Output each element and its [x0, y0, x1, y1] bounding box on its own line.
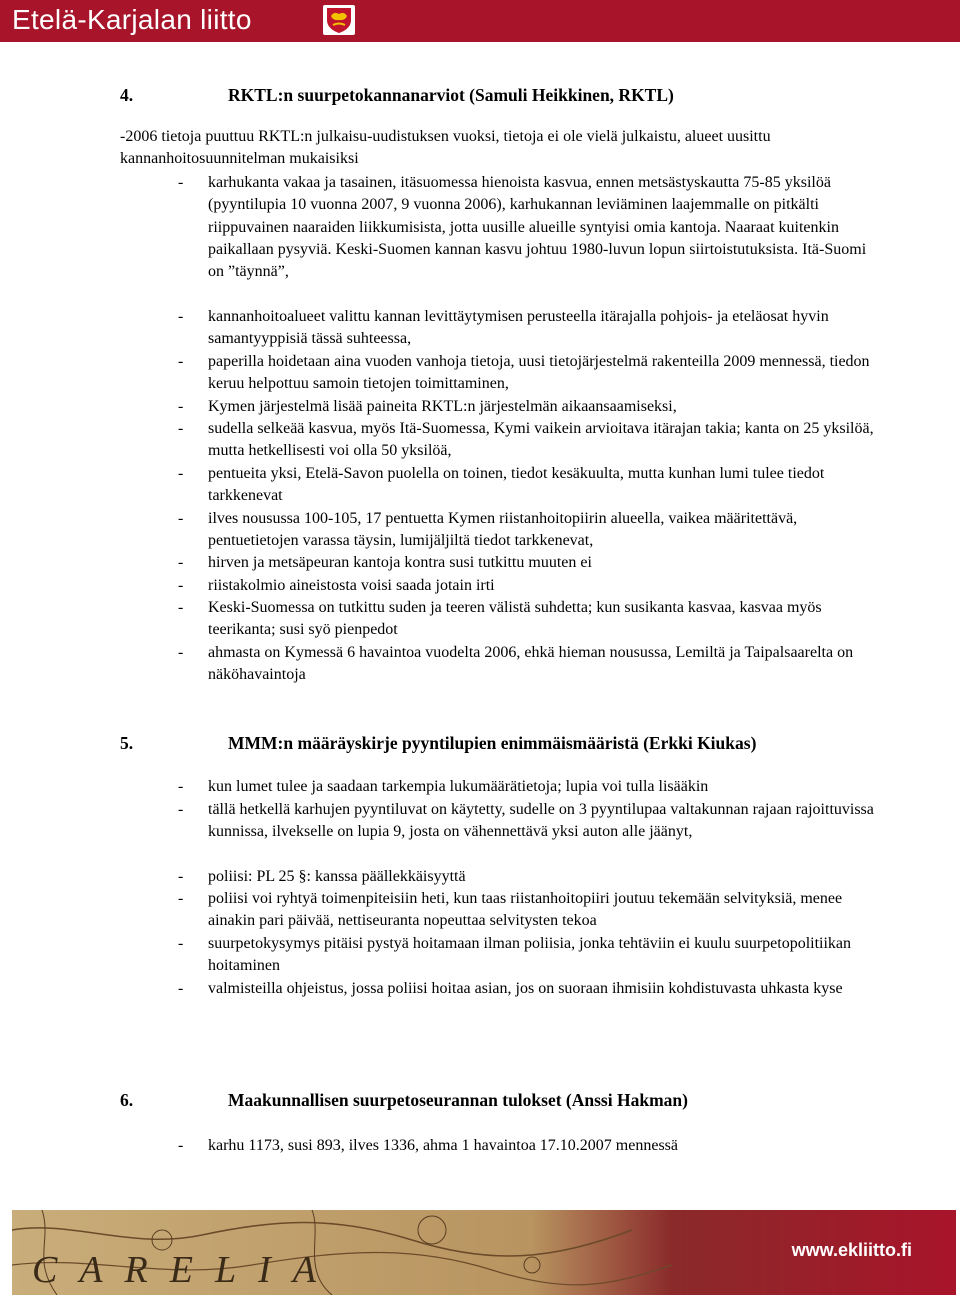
section-title: Maakunnallisen suurpetoseurannan tulokset (Anssi Hakman) [228, 1090, 688, 1110]
bullet-dash: - [178, 554, 184, 571]
bullet-dash: - [178, 868, 184, 885]
section-number: 4. [120, 85, 134, 105]
section-4-intro: -2006 tietoja puuttuu RKTL:n julkaisu-uudistuksen vuoksi, tietoja ei ole vielä julkaistu, alueet uusittu kannanhoitosuunnitelman mukaisiksi [120, 128, 771, 168]
section-title: MMM:n määräyskirje pyyntilupien enimmäismääristä (Erkki Kiukas) [228, 733, 757, 753]
bullet-dash: - [178, 599, 184, 616]
bullet-dash: - [178, 420, 184, 437]
list-item-text: sudella selkeää kasvua, myös Itä-Suomessa, Kymi vaikein arvioitava itärajan takia; kanta on 25 yksilöä, mutta hetkellisesti voi olla 50 yksilöä, [208, 420, 874, 460]
bullet-dash: - [178, 980, 184, 997]
map-lettering: CARELIA [32, 1249, 338, 1291]
website-link[interactable]: www.ekliitto.fi [791, 1240, 912, 1260]
organization-title: Etelä-Karjalan liitto [12, 4, 252, 35]
bullet-dash: - [178, 353, 184, 370]
list-item-text: tällä hetkellä karhujen pyyntiluvat on käytetty, sudelle on 3 pyyntilupaa valtakunnan rajaan rajoittuvissa kunnissa, ilvekselle on lupia 9, josta on vähennettävä yksi auton alle jäänyt, [208, 801, 874, 841]
section-number: 6. [120, 1090, 134, 1110]
list-item-text: ilves nousussa 100-105, 17 pentuetta Kymen riistanhoitopiirin alueella, vaikea määritettävä, pentuetietojen varassa täysin, lumijäljiltä tiedot tarkkenevat, [208, 510, 798, 550]
bullet-dash: - [178, 778, 184, 795]
list-item-text: karhukanta vakaa ja tasainen, itäsuomessa hienoista kasvua, ennen metsästyskautta 75-85 yksilöä (pyyntilupia 10 vuonna 2007, 9 vuonna 2006), karhukannan leviäminen laajemmalle on pitkälti riippuvainen naaraiden liikkumisista, jotta uusille alueille syntyisi omia kantoja. Naaraat kuitenkin paikallaan pysyviä. Keski-Suomen kannan kasvu johtuu 1980-luvun lopun siirtoistutuksista. Itä-Suomi on ”täynnä”, [208, 174, 867, 281]
bullet-dash: - [178, 398, 184, 415]
bullet-dash: - [178, 935, 184, 952]
bullet-dash: - [178, 577, 184, 594]
bullet-dash: - [178, 1137, 184, 1154]
bullet-dash: - [178, 644, 184, 661]
bullet-dash: - [178, 465, 184, 482]
list-item-text: pentueita yksi, Etelä-Savon puolella on toinen, tiedot kesäkuulta, mutta kunhan lumi tulee tiedot tarkkenevat [208, 465, 825, 505]
header-bar [0, 0, 960, 42]
coat-of-arms-icon [322, 4, 356, 36]
list-item-text: Kymen järjestelmä lisää paineita RKTL:n järjestelmän aikaansaamiseksi, [208, 398, 677, 415]
bullet-dash: - [178, 890, 184, 907]
list-item-text: paperilla hoidetaan aina vuoden vanhoja tietoja, uusi tietojärjestelmä rakenteilla 2009 mennessä, tiedon keruu helpottuu samoin tietojen toimittaminen, [208, 353, 870, 393]
list-item-text: valmisteilla ohjeistus, jossa poliisi hoitaa asian, jos on suoraan ihmisiin kohdistuvasta uhkasta kyse [208, 980, 843, 997]
list-item-text: riistakolmio aineistosta voisi saada jotain irti [208, 577, 495, 594]
footer-banner [12, 1210, 956, 1295]
bullet-dash: - [178, 308, 184, 325]
list-item-text: poliisi voi ryhtyä toimenpiteisiin heti, kun taas riistanhoitopiiri joutuu tekemään selvityksiä, menee ainakin pari päivää, nettiseuranta nopeuttaa selvitysten tekoa [208, 890, 843, 930]
bullet-dash: - [178, 510, 184, 527]
list-item-text: karhu 1173, susi 893, ilves 1336, ahma 1 havaintoa 17.10.2007 mennessä [208, 1137, 678, 1154]
list-item-text: suurpetokysymys pitäisi pystyä hoitamaan ilman poliisia, jonka tehtäviin ei kuulu suurpetopolitiikan hoitaminen [208, 935, 852, 975]
section-number: 5. [120, 733, 134, 753]
list-item-text: hirven ja metsäpeuran kantoja kontra susi tutkittu muuten ei [208, 554, 592, 571]
list-item-text: kannanhoitoalueet valittu kannan levittäytymisen perusteella itärajalla pohjois- ja eteläosat hyvin samantyyppisiä tässä suhteessa, [208, 308, 829, 348]
list-item-text: kun lumet tulee ja saadaan tarkempia lukumäärätietoja; lupia voi tulla lisääkin [208, 778, 709, 795]
list-item-text: poliisi: PL 25 §: kanssa päällekkäisyyttä [208, 868, 466, 885]
bullet-dash: - [178, 801, 184, 818]
list-item-text: ahmasta on Kymessä 6 havaintoa vuodelta 2006, ehkä hieman nousussa, Lemiltä ja Taipalsaarelta on näköhavaintoja [208, 644, 854, 684]
list-item-text: Keski-Suomessa on tutkittu suden ja teeren välistä suhdetta; kun susikanta kasvaa, kasvaa myös teerikanta; susi syö pienpedot [208, 599, 822, 639]
bullet-dash: - [178, 174, 184, 191]
section-title: RKTL:n suurpetokannanarviot (Samuli Heikkinen, RKTL) [228, 85, 674, 105]
